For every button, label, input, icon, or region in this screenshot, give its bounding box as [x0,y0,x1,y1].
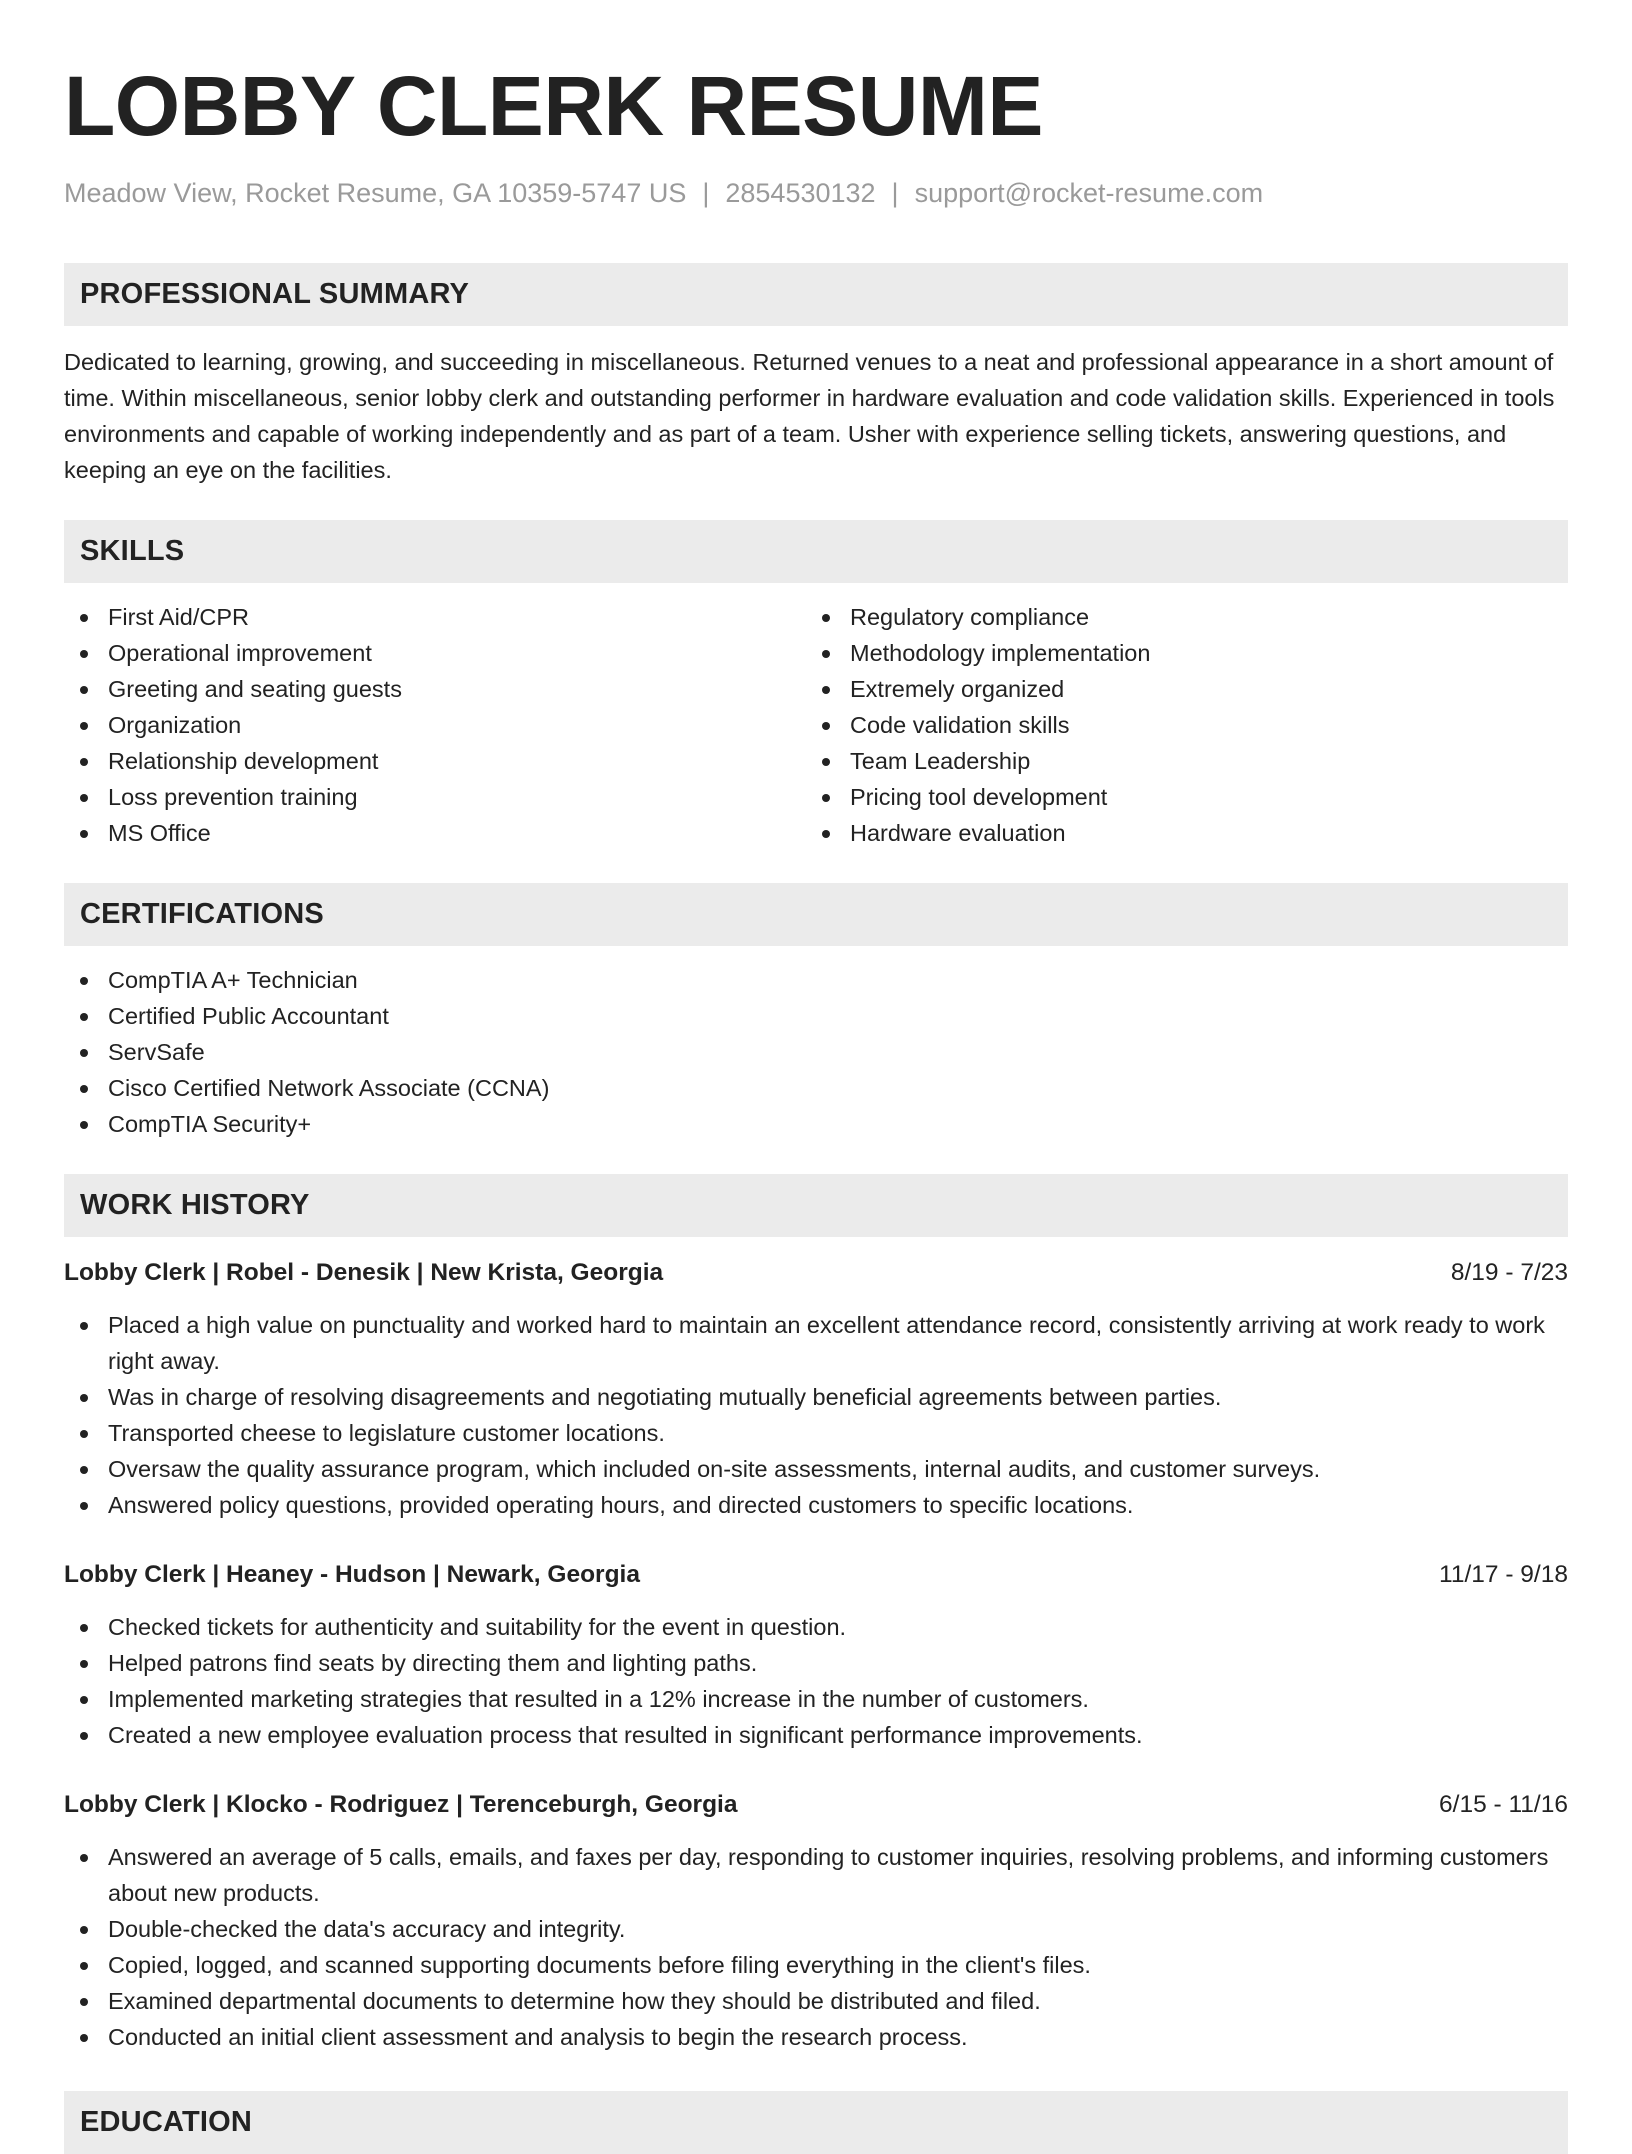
job-duty: Helped patrons find seats by directing them and lighting paths. [64,1645,1568,1681]
skills-column-right [806,599,1548,851]
job-duty: Copied, logged, and scanned supporting documents before filing everything in the client's files. [64,1947,1568,1983]
skill-item: Code validation skills [806,707,1548,743]
job-duty: Placed a high value on punctuality and worked hard to maintain an excellent attendance record, consistently arriving at work ready to work right away. [64,1307,1568,1379]
skill-item: Relationship development [64,743,806,779]
certification-item: Certified Public Accountant [64,998,1568,1034]
job-duties-list [64,1839,1568,2055]
certifications-list [64,962,1568,1142]
contact-separator: | [891,178,899,208]
job-duty: Examined departmental documents to determine how they should be distributed and filed. [64,1983,1568,2019]
section-heading-summary: PROFESSIONAL SUMMARY [64,263,1568,326]
skill-item: Greeting and seating guests [64,671,806,707]
job-duty: Was in charge of resolving disagreements and negotiating mutually beneficial agreements between parties. [64,1379,1568,1415]
job-duties-list [64,1307,1568,1523]
certification-item: CompTIA Security+ [64,1106,1568,1142]
resume-title: LOBBY CLERK RESUME [64,59,1043,153]
section-heading-skills: SKILLS [64,520,1568,583]
contact-line [64,176,1568,210]
resume-page [64,0,1568,2154]
job-dates: 6/15 - 11/16 [1439,1791,1568,1818]
contact-address: Meadow View, Rocket Resume, GA 10359-5747 US [64,178,687,208]
job-duty: Transported cheese to legislature customer locations. [64,1415,1568,1451]
job-dates: 11/17 - 9/18 [1439,1561,1568,1588]
summary-text: Dedicated to learning, growing, and succeeding in miscellaneous. Returned venues to a neat and professional appearance in a short amount of time. Within miscellaneous, senior lobby clerk and outstanding performer in hardware evaluation and code validation skills. Experienced in tools environments and capable of working independently and as part of a team. Usher with experience selling tickets, answering questions, and keeping an eye on the facilities. [64,349,1555,483]
skill-item: Methodology implementation [806,635,1548,671]
section-heading-education: EDUCATION [64,2091,1568,2154]
job-title: Lobby Clerk | Klocko - Rodriguez | Terenceburgh, Georgia [64,1791,738,1818]
certification-item: CompTIA A+ Technician [64,962,1568,998]
contact-email[interactable]: support@rocket-resume.com [914,178,1264,208]
skill-item: Loss prevention training [64,779,806,815]
job-duty: Implemented marketing strategies that resulted in a 12% increase in the number of customers. [64,1681,1568,1717]
job-duty: Answered an average of 5 calls, emails, and faxes per day, responding to customer inquiries, resolving problems, and informing customers about new products. [64,1839,1568,1911]
job-duty: Double-checked the data's accuracy and integrity. [64,1911,1568,1947]
job-duties-list [64,1609,1568,1753]
skill-item: Extremely organized [806,671,1548,707]
job-entry [64,1787,1568,2055]
contact-separator: | [702,178,710,208]
job-entry [64,1255,1568,1523]
skill-item: Team Leadership [806,743,1548,779]
job-header [64,1255,1568,1291]
job-duty: Created a new employee evaluation process that resulted in significant performance improvements. [64,1717,1568,1753]
job-duty: Checked tickets for authenticity and suitability for the event in question. [64,1609,1568,1645]
job-duty: Answered policy questions, provided operating hours, and directed customers to specific locations. [64,1487,1568,1523]
skill-item: Regulatory compliance [806,599,1548,635]
job-header [64,1557,1568,1593]
job-entry [64,1557,1568,1753]
skill-item: Pricing tool development [806,779,1548,815]
job-header [64,1787,1568,1823]
skill-item: First Aid/CPR [64,599,806,635]
job-dates: 8/19 - 7/23 [1450,1259,1568,1286]
skill-item: Organization [64,707,806,743]
skill-item: Hardware evaluation [806,815,1548,851]
skills-column-left [64,599,806,851]
job-title: Lobby Clerk | Robel - Denesik | New Krista, Georgia [64,1259,664,1286]
certification-item: Cisco Certified Network Associate (CCNA) [64,1070,1568,1106]
section-heading-certifications: CERTIFICATIONS [64,883,1568,946]
job-duty: Oversaw the quality assurance program, which included on-site assessments, internal audits, and customer surveys. [64,1451,1568,1487]
skill-item: Operational improvement [64,635,806,671]
skill-item: MS Office [64,815,806,851]
section-heading-work-history: WORK HISTORY [64,1174,1568,1237]
contact-phone: 2854530132 [725,178,876,208]
job-title: Lobby Clerk | Heaney - Hudson | Newark, Georgia [64,1561,640,1588]
certification-item: ServSafe [64,1034,1568,1070]
job-duty: Conducted an initial client assessment and analysis to begin the research process. [64,2019,1568,2055]
skills-list [64,599,1568,851]
